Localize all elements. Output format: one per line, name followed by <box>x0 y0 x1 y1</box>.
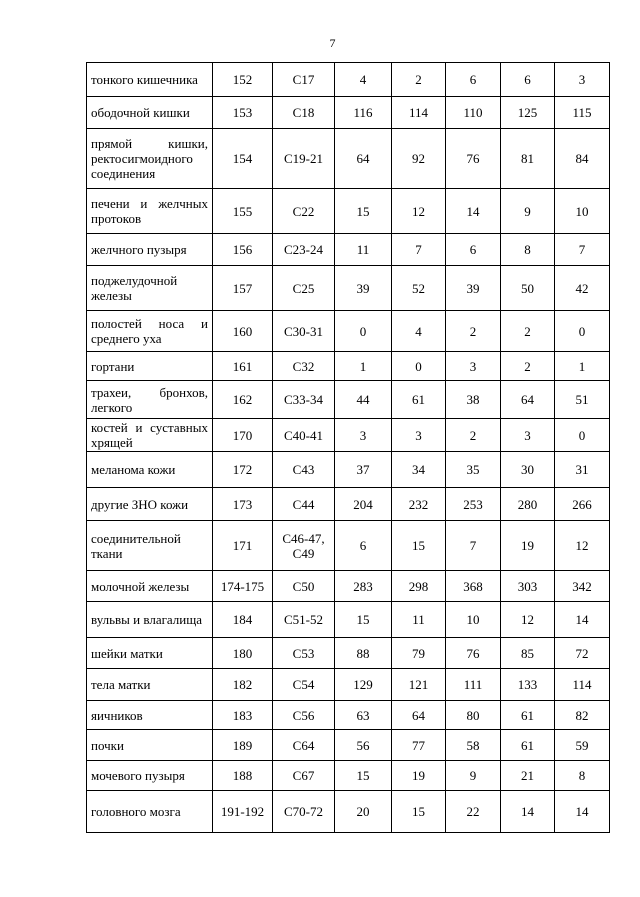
icd-code-cell: С43 <box>273 452 335 488</box>
value-cell: 88 <box>335 638 392 669</box>
table-row <box>87 602 610 638</box>
value-cell: 298 <box>392 571 446 602</box>
table-row <box>87 311 610 352</box>
value-cell: 30 <box>501 452 555 488</box>
value-cell: 77 <box>392 730 446 761</box>
icd-code-cell: С44 <box>273 488 335 521</box>
localization-cell: тонкого кишечника <box>87 63 213 97</box>
table-row <box>87 97 610 129</box>
row-number-cell: 184 <box>213 602 273 638</box>
value-cell: 44 <box>335 381 392 419</box>
table-row <box>87 669 610 701</box>
icd-code-cell: С51-52 <box>273 602 335 638</box>
row-number-cell: 188 <box>213 761 273 791</box>
table-row <box>87 521 610 571</box>
icd-code-cell: С22 <box>273 189 335 234</box>
value-cell: 61 <box>392 381 446 419</box>
value-cell: 51 <box>555 381 610 419</box>
value-cell: 64 <box>392 701 446 730</box>
value-cell: 7 <box>392 234 446 266</box>
value-cell: 52 <box>392 266 446 311</box>
value-cell: 72 <box>555 638 610 669</box>
value-cell: 9 <box>501 189 555 234</box>
value-cell: 133 <box>501 669 555 701</box>
row-number-cell: 162 <box>213 381 273 419</box>
value-cell: 61 <box>501 701 555 730</box>
row-number-cell: 182 <box>213 669 273 701</box>
table-row <box>87 571 610 602</box>
value-cell: 8 <box>501 234 555 266</box>
table-row <box>87 129 610 189</box>
value-cell: 116 <box>335 97 392 129</box>
icd-code-cell: С70-72 <box>273 791 335 833</box>
value-cell: 15 <box>392 521 446 571</box>
value-cell: 11 <box>335 234 392 266</box>
value-cell: 12 <box>555 521 610 571</box>
value-cell: 204 <box>335 488 392 521</box>
localization-cell: яичников <box>87 701 213 730</box>
value-cell: 283 <box>335 571 392 602</box>
value-cell: 35 <box>446 452 501 488</box>
value-cell: 2 <box>392 63 446 97</box>
value-cell: 125 <box>501 97 555 129</box>
value-cell: 39 <box>335 266 392 311</box>
icd-code-cell: С56 <box>273 701 335 730</box>
value-cell: 56 <box>335 730 392 761</box>
value-cell: 12 <box>392 189 446 234</box>
localization-cell: мочевого пузыря <box>87 761 213 791</box>
value-cell: 0 <box>555 419 610 452</box>
localization-cell: вульвы и влагалища <box>87 602 213 638</box>
value-cell: 76 <box>446 129 501 189</box>
value-cell: 81 <box>501 129 555 189</box>
row-number-cell: 155 <box>213 189 273 234</box>
localization-cell: прямой кишки, ректосигмоидного соединения <box>87 129 213 189</box>
value-cell: 20 <box>335 791 392 833</box>
value-cell: 79 <box>392 638 446 669</box>
value-cell: 58 <box>446 730 501 761</box>
row-number-cell: 170 <box>213 419 273 452</box>
value-cell: 64 <box>335 129 392 189</box>
value-cell: 0 <box>392 352 446 381</box>
icd-code-cell: С50 <box>273 571 335 602</box>
value-cell: 6 <box>335 521 392 571</box>
localization-cell: молочной железы <box>87 571 213 602</box>
localization-cell: шейки матки <box>87 638 213 669</box>
value-cell: 85 <box>501 638 555 669</box>
value-cell: 2 <box>501 352 555 381</box>
value-cell: 61 <box>501 730 555 761</box>
table-row <box>87 701 610 730</box>
value-cell: 19 <box>501 521 555 571</box>
row-number-cell: 161 <box>213 352 273 381</box>
value-cell: 342 <box>555 571 610 602</box>
localization-cell: костей и суставных хрящей <box>87 419 213 452</box>
row-number-cell: 154 <box>213 129 273 189</box>
value-cell: 3 <box>446 352 501 381</box>
table-row <box>87 266 610 311</box>
row-number-cell: 157 <box>213 266 273 311</box>
value-cell: 14 <box>446 189 501 234</box>
value-cell: 15 <box>335 602 392 638</box>
icd-code-cell: С67 <box>273 761 335 791</box>
incidence-table <box>86 62 610 833</box>
value-cell: 303 <box>501 571 555 602</box>
row-number-cell: 152 <box>213 63 273 97</box>
icd-code-cell: С18 <box>273 97 335 129</box>
row-number-cell: 183 <box>213 701 273 730</box>
value-cell: 3 <box>392 419 446 452</box>
value-cell: 92 <box>392 129 446 189</box>
icd-code-cell: С54 <box>273 669 335 701</box>
value-cell: 114 <box>555 669 610 701</box>
icd-code-cell: С23-24 <box>273 234 335 266</box>
value-cell: 111 <box>446 669 501 701</box>
value-cell: 4 <box>335 63 392 97</box>
table-body <box>87 63 610 833</box>
value-cell: 7 <box>446 521 501 571</box>
localization-cell: желчного пузыря <box>87 234 213 266</box>
row-number-cell: 160 <box>213 311 273 352</box>
value-cell: 1 <box>335 352 392 381</box>
value-cell: 76 <box>446 638 501 669</box>
icd-code-cell: С40-41 <box>273 419 335 452</box>
table-row <box>87 234 610 266</box>
table-row <box>87 189 610 234</box>
value-cell: 12 <box>501 602 555 638</box>
row-number-cell: 191-192 <box>213 791 273 833</box>
value-cell: 22 <box>446 791 501 833</box>
localization-cell: меланома кожи <box>87 452 213 488</box>
value-cell: 0 <box>335 311 392 352</box>
row-number-cell: 173 <box>213 488 273 521</box>
value-cell: 129 <box>335 669 392 701</box>
localization-cell: почки <box>87 730 213 761</box>
icd-code-cell: С46-47, С49 <box>273 521 335 571</box>
localization-cell: полостей носа и среднего уха <box>87 311 213 352</box>
localization-cell: печени и желчных протоков <box>87 189 213 234</box>
row-number-cell: 174-175 <box>213 571 273 602</box>
localization-cell: тела матки <box>87 669 213 701</box>
value-cell: 3 <box>555 63 610 97</box>
value-cell: 8 <box>555 761 610 791</box>
value-cell: 80 <box>446 701 501 730</box>
value-cell: 121 <box>392 669 446 701</box>
value-cell: 63 <box>335 701 392 730</box>
icd-code-cell: С33-34 <box>273 381 335 419</box>
value-cell: 232 <box>392 488 446 521</box>
value-cell: 0 <box>555 311 610 352</box>
row-number-cell: 156 <box>213 234 273 266</box>
table-row <box>87 419 610 452</box>
icd-code-cell: С19-21 <box>273 129 335 189</box>
value-cell: 115 <box>555 97 610 129</box>
value-cell: 3 <box>335 419 392 452</box>
localization-cell: соединительной ткани <box>87 521 213 571</box>
value-cell: 1 <box>555 352 610 381</box>
value-cell: 15 <box>335 761 392 791</box>
value-cell: 31 <box>555 452 610 488</box>
value-cell: 15 <box>392 791 446 833</box>
value-cell: 15 <box>335 189 392 234</box>
value-cell: 280 <box>501 488 555 521</box>
value-cell: 21 <box>501 761 555 791</box>
value-cell: 6 <box>446 234 501 266</box>
value-cell: 9 <box>446 761 501 791</box>
value-cell: 64 <box>501 381 555 419</box>
icd-code-cell: С53 <box>273 638 335 669</box>
localization-cell: гортани <box>87 352 213 381</box>
value-cell: 11 <box>392 602 446 638</box>
table-row <box>87 63 610 97</box>
icd-code-cell: С30-31 <box>273 311 335 352</box>
value-cell: 10 <box>555 189 610 234</box>
icd-code-cell: С25 <box>273 266 335 311</box>
value-cell: 19 <box>392 761 446 791</box>
row-number-cell: 171 <box>213 521 273 571</box>
value-cell: 7 <box>555 234 610 266</box>
icd-code-cell: С17 <box>273 63 335 97</box>
value-cell: 82 <box>555 701 610 730</box>
row-number-cell: 153 <box>213 97 273 129</box>
table-row <box>87 761 610 791</box>
localization-cell: другие ЗНО кожи <box>87 488 213 521</box>
localization-cell: головного мозга <box>87 791 213 833</box>
row-number-cell: 189 <box>213 730 273 761</box>
localization-cell: трахеи, бронхов, легкого <box>87 381 213 419</box>
value-cell: 2 <box>501 311 555 352</box>
value-cell: 14 <box>555 791 610 833</box>
row-number-cell: 180 <box>213 638 273 669</box>
localization-cell: поджелудочной железы <box>87 266 213 311</box>
value-cell: 3 <box>501 419 555 452</box>
icd-code-cell: С64 <box>273 730 335 761</box>
value-cell: 114 <box>392 97 446 129</box>
table-row <box>87 730 610 761</box>
value-cell: 266 <box>555 488 610 521</box>
icd-code-cell: С32 <box>273 352 335 381</box>
value-cell: 38 <box>446 381 501 419</box>
value-cell: 14 <box>555 602 610 638</box>
value-cell: 37 <box>335 452 392 488</box>
page-number: 7 <box>329 36 336 50</box>
value-cell: 14 <box>501 791 555 833</box>
value-cell: 110 <box>446 97 501 129</box>
value-cell: 2 <box>446 419 501 452</box>
value-cell: 39 <box>446 266 501 311</box>
value-cell: 34 <box>392 452 446 488</box>
value-cell: 50 <box>501 266 555 311</box>
value-cell: 368 <box>446 571 501 602</box>
value-cell: 2 <box>446 311 501 352</box>
value-cell: 6 <box>501 63 555 97</box>
table-row <box>87 352 610 381</box>
localization-cell: ободочной кишки <box>87 97 213 129</box>
table-row <box>87 638 610 669</box>
value-cell: 84 <box>555 129 610 189</box>
value-cell: 10 <box>446 602 501 638</box>
value-cell: 6 <box>446 63 501 97</box>
table-row <box>87 488 610 521</box>
value-cell: 42 <box>555 266 610 311</box>
table-row <box>87 381 610 419</box>
table-row <box>87 791 610 833</box>
value-cell: 4 <box>392 311 446 352</box>
value-cell: 253 <box>446 488 501 521</box>
row-number-cell: 172 <box>213 452 273 488</box>
table-row <box>87 452 610 488</box>
value-cell: 59 <box>555 730 610 761</box>
